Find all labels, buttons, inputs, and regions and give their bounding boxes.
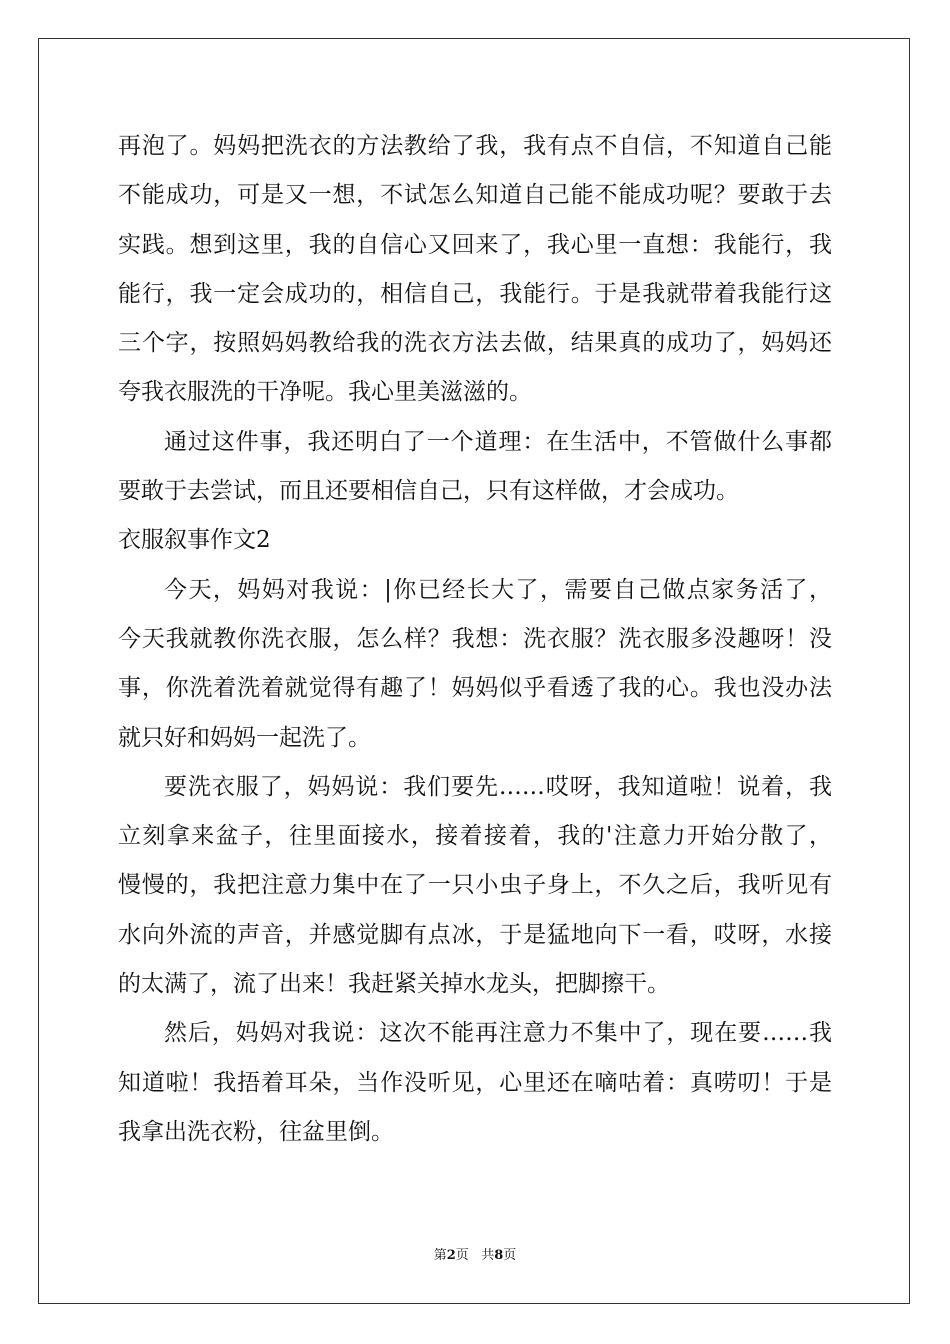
paragraph [118, 763, 832, 1009]
paragraph-line: 水向外流的声音，并感觉脚有点冰，于是猛地向下一看，哎呀，水接 [118, 921, 832, 948]
paragraph [118, 418, 832, 517]
document-body [118, 122, 832, 1157]
paragraph-line: 要敢于去尝试，而且还要相信自己，只有这样做，才会成功。 [118, 478, 739, 505]
paragraph-line: 今天，妈妈对我说：|你已经长大了，需要自己做点家务活了， [164, 576, 832, 603]
paragraph-line: 我拿出洗衣粉，往盆里倒。 [118, 1118, 394, 1145]
paragraph-line: 今天我就教你洗衣服，怎么样？我想：洗衣服？洗衣服多没趣呀！没 [118, 625, 832, 652]
paragraph-line: 就只好和妈妈一起洗了。 [118, 724, 371, 751]
paragraph-line: 能行，我一定会成功的，相信自己，我能行。于是我就带着我能行这 [118, 280, 832, 307]
paragraph-line: 通过这件事，我还明白了一个道理：在生活中，不管做什么事都 [164, 428, 832, 455]
footer-total-prefix: 共 [481, 1248, 495, 1263]
paragraph [118, 122, 832, 418]
paragraph-line: 再泡了。妈妈把洗衣的方法教给了我，我有点不自信，不知道自己能 [118, 133, 832, 159]
footer-total-pages: 8 [494, 1248, 504, 1263]
paragraph-line: 然后，妈妈对我说：这次不能再注意力不集中了，现在要……我 [164, 1020, 832, 1047]
paragraph [118, 566, 832, 763]
paragraph-line: 要洗衣服了，妈妈说：我们要先……哎呀，我知道啦！说着，我 [164, 773, 832, 800]
paragraph-line: 三个字，按照妈妈教给我的洗衣方法去做，结果真的成功了，妈妈还 [118, 330, 832, 357]
footer-current-page: 2 [446, 1248, 456, 1263]
footer-total-unit: 页 [503, 1248, 517, 1263]
paragraph-line: 知道啦！我捂着耳朵，当作没听见，心里还在嘀咕着：真唠叨！于是 [118, 1069, 832, 1096]
paragraph-line: 不能成功，可是又一想，不试怎么知道自己能不能成功呢？要敢于去 [118, 182, 832, 209]
heading-text: 衣服叙事作文2 [118, 527, 271, 554]
page-footer [0, 1244, 950, 1263]
paragraph-line: 夸我衣服洗的干净呢。我心里美滋滋的。 [118, 379, 532, 406]
footer-page-unit: 页 [455, 1248, 469, 1263]
paragraph-line: 慢慢的，我把注意力集中在了一只小虫子身上，不久之后，我听见有 [118, 872, 832, 899]
paragraph-line: 事，你洗着洗着就觉得有趣了！妈妈似乎看透了我的心。我也没办法 [118, 675, 832, 702]
paragraph-line: 立刻拿来盆子，往里面接水，接着接着，我的'注意力开始分散了， [118, 823, 832, 850]
section-heading [118, 516, 832, 565]
paragraph [118, 1009, 832, 1157]
paragraph-line: 的太满了，流了出来！我赶紧关掉水龙头，把脚擦干。 [118, 971, 670, 998]
footer-prefix: 第 [433, 1248, 447, 1263]
paragraph-line: 实践。想到这里，我的自信心又回来了，我心里一直想：我能行，我 [118, 231, 832, 258]
